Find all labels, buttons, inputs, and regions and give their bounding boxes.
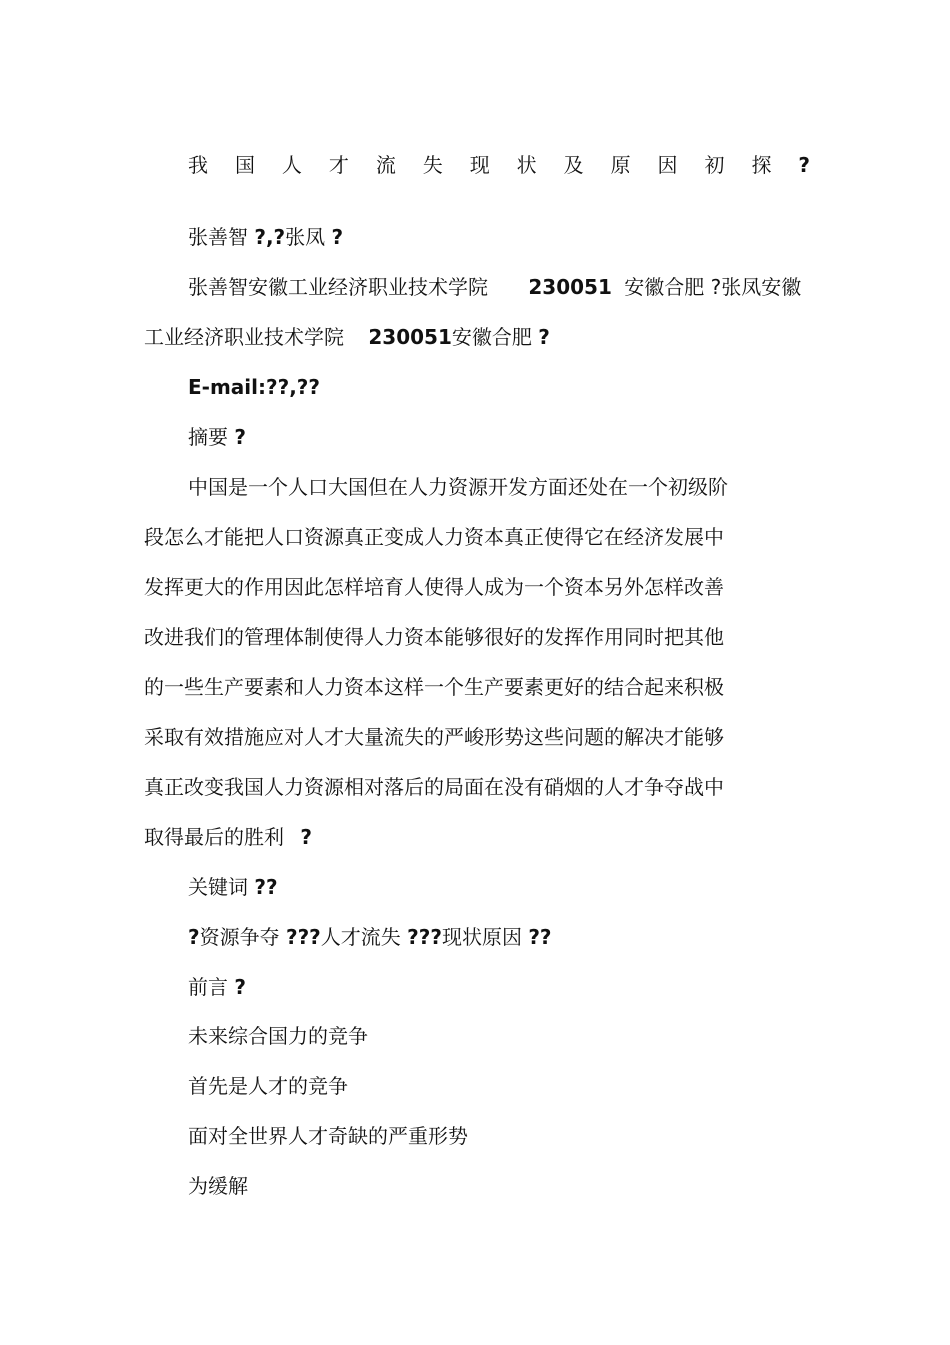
title-char: 才 xyxy=(328,153,349,177)
affiliation-text: 安徽合肥 xyxy=(451,325,532,349)
preface-line: 面对全世界人才奇缺的严重形势 xyxy=(188,1124,468,1148)
title-char: 因 xyxy=(657,153,678,177)
abstract-line: 发挥更大的作用因此怎样培育人使得人成为一个资本另外怎样改善 xyxy=(144,575,724,599)
title-char: 现 xyxy=(469,153,490,177)
title-char: 失 xyxy=(422,153,443,177)
keywords-line xyxy=(188,924,552,950)
keywords-heading-mark: ?? xyxy=(254,875,278,899)
preface-line: 未来综合国力的竞争 xyxy=(188,1024,368,1048)
keyword: 现状原因 xyxy=(441,925,522,949)
affiliation-zip: 230051 xyxy=(528,275,612,299)
abstract-line: 段怎么才能把人口资源真正变成人力资本真正使得它在经济发展中 xyxy=(144,525,724,549)
preface-heading-text: 前言 xyxy=(188,975,228,999)
title-char: 流 xyxy=(375,153,396,177)
abstract-line: 采取有效措施应对人才大量流失的严峻形势这些问题的解决才能够 xyxy=(144,725,724,749)
abstract-end-mark: ? xyxy=(300,825,312,849)
title-char: 及 xyxy=(563,153,584,177)
abstract-line: 的一些生产要素和人力资本这样一个生产要素更好的结合起来积极 xyxy=(144,675,724,699)
keywords-heading xyxy=(188,874,278,900)
author-line xyxy=(188,224,343,250)
email-line: E-mail:??,?? xyxy=(188,375,321,399)
title-char: 原 xyxy=(610,153,631,177)
title-char: ? xyxy=(798,153,810,177)
keyword-mark: ??? xyxy=(285,925,321,949)
paper-title xyxy=(188,152,810,178)
keyword: 资源争夺 xyxy=(199,925,280,949)
keywords-heading-text: 关键词 xyxy=(188,875,248,899)
abstract-heading-mark: ? xyxy=(234,425,246,449)
keyword: 人才流失 xyxy=(320,925,401,949)
preface-line: 首先是人才的竞争 xyxy=(188,1074,348,1098)
title-char: 探 xyxy=(751,153,772,177)
affiliation-text: 工业经济职业技术学院 xyxy=(144,325,344,349)
affiliation-text: 张善智安徽工业经济职业技术学院 xyxy=(188,275,488,299)
affiliation-zip: 230051 xyxy=(368,325,452,349)
preface-heading xyxy=(188,974,246,1000)
preface-line: 为缓解 xyxy=(188,1174,248,1198)
title-char: 状 xyxy=(516,153,537,177)
author-separator: ?,? xyxy=(254,225,286,249)
author-name: 张凤 xyxy=(285,225,326,249)
abstract-heading xyxy=(188,424,246,450)
title-char: 初 xyxy=(704,153,725,177)
title-char: 我 xyxy=(188,153,208,177)
affiliation-text: ?张凤安徽 xyxy=(710,275,802,299)
affiliation-line-1 xyxy=(188,274,801,300)
affiliation-mark: ? xyxy=(538,325,550,349)
keyword-mark: ? xyxy=(188,925,200,949)
author-mark: ? xyxy=(331,225,344,249)
title-char: 国 xyxy=(234,153,255,177)
abstract-last-line xyxy=(144,824,312,850)
preface-heading-mark: ? xyxy=(234,975,246,999)
affiliation-text: 安徽合肥 xyxy=(624,275,705,299)
abstract-line: 真正改变我国人力资源相对落后的局面在没有硝烟的人才争夺战中 xyxy=(144,775,724,799)
abstract-heading-text: 摘要 xyxy=(188,425,228,449)
abstract-line: 取得最后的胜利 xyxy=(144,825,284,849)
keyword-mark: ??? xyxy=(407,925,442,949)
keyword-mark: ?? xyxy=(528,925,552,949)
abstract-line: 改进我们的管理体制使得人力资本能够很好的发挥作用同时把其他 xyxy=(144,625,724,649)
affiliation-line-2 xyxy=(144,324,550,350)
title-char: 人 xyxy=(281,153,302,177)
author-name: 张善智 xyxy=(188,225,248,249)
abstract-line: 中国是一个人口大国但在人力资源开发方面还处在一个初级阶 xyxy=(188,475,728,499)
